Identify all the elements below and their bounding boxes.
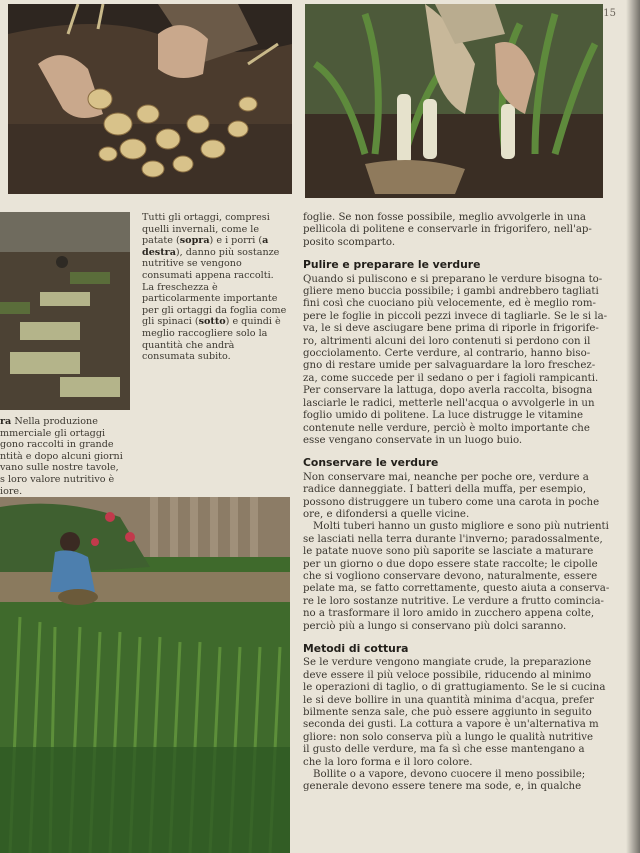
text-line: gno di restare umide per salvaguardare la loro freschez- [303, 360, 596, 372]
caption-line: gono raccolti in grande [0, 439, 114, 451]
text-line: generale devono essere tenere ma sode, e, in qualche [303, 781, 582, 793]
text-line: bilmente senza sale, che può essere aggiunto in seguito [303, 707, 592, 719]
text-line: pere le foglie in piccoli pezzi invece di tagliarle. Se le si la- [303, 310, 608, 322]
caption-line: gli spinaci (sotto) e quindi è [142, 316, 281, 328]
text-line: foglio umido di politene. La luce distrugge le vitamine [303, 410, 583, 422]
text-line: per un giorno o due dopo essere state raccolte; le cipolle [303, 558, 598, 570]
text-line: le patate nuove sono più saporite se lasciate a maturare [303, 546, 594, 558]
text-line: le operazioni di taglio, o di grattugiamento. Se le si cucina [303, 682, 606, 694]
text-line: perciò più a lungo si conservano più dolci saranno. [303, 620, 567, 632]
section-heading: Conservare le verdure [303, 456, 439, 470]
text-line: za, come succede per il sedano o per i fagioli rampicanti. [303, 372, 599, 384]
text-line: gliore: non solo conserva più a lungo le qualità nutritive [303, 731, 594, 743]
caption-line: destra), danno più sostanze [142, 246, 280, 258]
caption-commercial [0, 416, 130, 497]
text-line: deve essere il più veloce possibile, riducendo al minimo [303, 669, 592, 681]
leeks-photo [305, 4, 603, 198]
text-line: esse vengano conservate in un luogo buio. [303, 434, 523, 446]
caption-line: La freschezza è [142, 281, 218, 293]
caption-line: particolarmente importante [142, 293, 278, 305]
text-line: possono distruggere un tubero come una carota in poche [303, 496, 600, 508]
section-heading: Pulire e preparare le verdure [303, 258, 481, 272]
text-line: posito scomparto. [303, 236, 396, 248]
caption-line: per gli ortaggi da foglia come [142, 304, 287, 316]
text-line: che la loro forma e il loro colore. [303, 756, 473, 768]
text-line: lasciarle le radici, metterle nell'acqua o avvolgerle in un [303, 397, 595, 409]
text-line: pellicola di politene e conservarle in frigorifero, nell'ap- [303, 224, 592, 236]
text-line: fini così che cuociano più velocemente, ed è meglio rom- [303, 298, 596, 310]
caption-line: ntità e dopo alcuni giorni [0, 450, 123, 462]
text-line: le si deve bollire in una quantità minima d'acqua, prefer [303, 694, 594, 706]
caption-line: iore. [0, 485, 23, 497]
text-line: ore, e difondersi a quelle vicine. [303, 508, 470, 520]
page-edge-shadow [626, 0, 640, 853]
text-line: gliere meno buccia possibile; i gambi andrebbero tagliati [303, 286, 599, 298]
caption-line: quantità che andrà [142, 339, 235, 351]
text-line: radice danneggiate. I batteri della muffa, per esempio, [303, 484, 587, 496]
text-line: no a trasformare il loro amido in zucchero appena colte, [303, 608, 595, 620]
caption-line: consumati appena raccolti. [142, 269, 274, 281]
text-line: pelate ma, se fatto correttamente, questo aiuta a conserva- [303, 583, 610, 595]
text-line: foglie. Se non fosse possibile, meglio avvolgerle in una [303, 212, 587, 223]
text-line: che si vogliono conservare devono, naturalmente, essere [303, 570, 598, 582]
section-heading: Metodi di cottura [303, 642, 409, 655]
text-line: Non conservare mai, neanche per poche ore, verdure a [303, 471, 589, 483]
potatoes-photo [8, 4, 292, 194]
text-line: re le loro sostanze nutritive. Le verdure a frutto comincia- [303, 595, 604, 607]
text-line: seconda dei gusti. La cottura a vapore è un'alternativa m [303, 719, 599, 731]
text-line: Bollite o a vapore, devono cuocere il meno possibile; [313, 769, 586, 781]
text-line: Per conservare la lattuga, dopo averla raccolta, bisogna [303, 385, 593, 397]
caption-line: patate (sopra) e i porri (a [142, 235, 269, 247]
text-line: va, le si deve asciugare bene prima di riporle in frigorife- [303, 323, 599, 335]
text-line: Quando si puliscono e si preparano le verdure bisogna to- [303, 273, 603, 285]
caption-line: consumata subito. [142, 351, 231, 363]
caption-harvest [142, 212, 300, 363]
caption-line: s loro valore nutritivo è [0, 473, 115, 485]
text-line: ro, altrimenti alcuni dei loro contenuti si perdono con il [303, 335, 591, 347]
caption-line: quelli invernali, come le [142, 223, 260, 235]
text-line: Se le verdure vengono mangiate crude, la preparazione [303, 657, 592, 669]
commercial-field-photo [0, 212, 130, 410]
caption-line: vano sulle nostre tavole, [0, 462, 119, 474]
text-line: contenute nelle verdure, perciò è molto importante che [303, 422, 590, 434]
caption-line: nutritive se vengono [142, 258, 242, 270]
page-number: 15 [603, 8, 616, 19]
text-line: Molti tuberi hanno un gusto migliore e sono più nutrienti [313, 521, 609, 533]
garden-photo [0, 497, 290, 853]
caption-line: Tutti gli ortaggi, compresi [142, 212, 270, 223]
text-line: gocciolamento. Certe verdure, al contrario, hanno biso- [303, 348, 591, 360]
caption-line: mmerciale gli ortaggi [0, 427, 106, 439]
main-text-column [303, 212, 625, 794]
caption-line: ra Nella produzione [0, 416, 98, 427]
text-line: il gusto delle verdure, ma fa sì che esse mantengano a [303, 744, 585, 756]
text-line: se lasciati nella terra durante l'inverno; paradossalmente, [303, 533, 603, 545]
caption-line: meglio raccogliere solo la [142, 327, 268, 339]
